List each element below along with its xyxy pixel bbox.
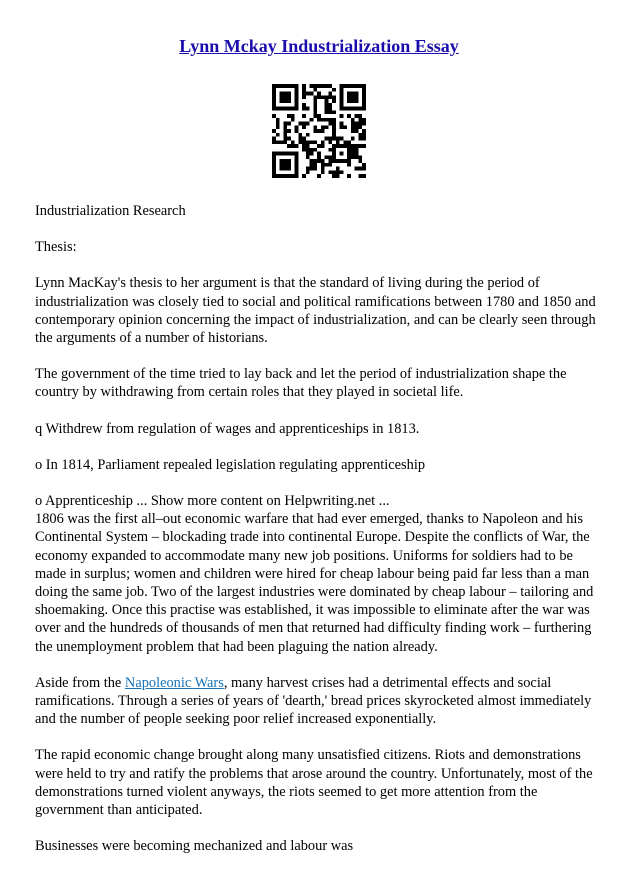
harvest-text-start: Aside from the — [35, 674, 125, 691]
bullet-parliament: o In 1814, Parliament repealed legislation regulating apprenticeship — [35, 456, 426, 473]
qr-code-icon — [272, 84, 366, 178]
section-heading: Industrialization Research — [35, 203, 186, 219]
economic-warfare-paragraph: 1806 was the first all–out economic warfare that had ever emerged, thanks to Napoleon and his Continental System – blockading trade into continental Europe. Despite the conflicts of War, the economy expanded to accommodate many new job positions. Uniforms for soldiers had to be made in surplus; women and children were hired for cheap labour being paid far less than a man doing the same job. Two of the largest industries were dominated by cheap labour – tailoring and shoemaking. Once this practise was established, it was impossible to eliminate after the war was over and the hundreds of thousands of men that returned had difficulty finding work – furthering the unemployment problem that had been plaguing the nation already. — [35, 511, 594, 655]
title-link[interactable]: Lynn Mckay Industrialization Essay — [179, 36, 459, 56]
qr-code-image — [272, 84, 366, 178]
harvest-text-end: , many harvest crises had a detrimental effects and social ramifications. Through a series of years of 'dearth,' bread prices skyrocketed almost immediately and the number of people seeking poor relief increased exponentially. — [35, 674, 592, 728]
economic-change-paragraph: The rapid economic change brought along many unsatisfied citizens. Riots and demonstrations were held to try and ratify the problems that arose around the country. Unfortunately, most of the demonstrations turned violent anyways, the riots seemed to get more attention from the government than anticipated. — [35, 747, 593, 819]
napoleonic-wars-link[interactable]: Napoleonic Wars — [124, 674, 224, 691]
government-paragraph: The government of the time tried to lay back and let the period of industrialization shape the country by withdrawing from certain roles that they played in societal life. — [35, 366, 567, 401]
bullet-apprenticeship: o Apprenticeship ... Show more content on Helpwriting.net ... — [35, 493, 390, 510]
thesis-label: Thesis: — [35, 239, 77, 256]
mechanization-paragraph: Businesses were becoming mechanized and labour was — [35, 838, 354, 855]
bullet-wages: q Withdrew from regulation of wages and apprenticeships in 1813. — [35, 420, 420, 437]
thesis-paragraph: Lynn MacKay's thesis to her argument is that the standard of living during the period of industrialization was closely tied to social and political ramifications between 1780 and 1850 and contemporary opinion concerning the impact of industrialization, and can be clearly seen through the arguments of a number of historians. — [35, 275, 596, 347]
essay-body — [35, 202, 605, 873]
page-title — [0, 35, 638, 57]
harvest-crises-paragraph — [35, 674, 605, 729]
